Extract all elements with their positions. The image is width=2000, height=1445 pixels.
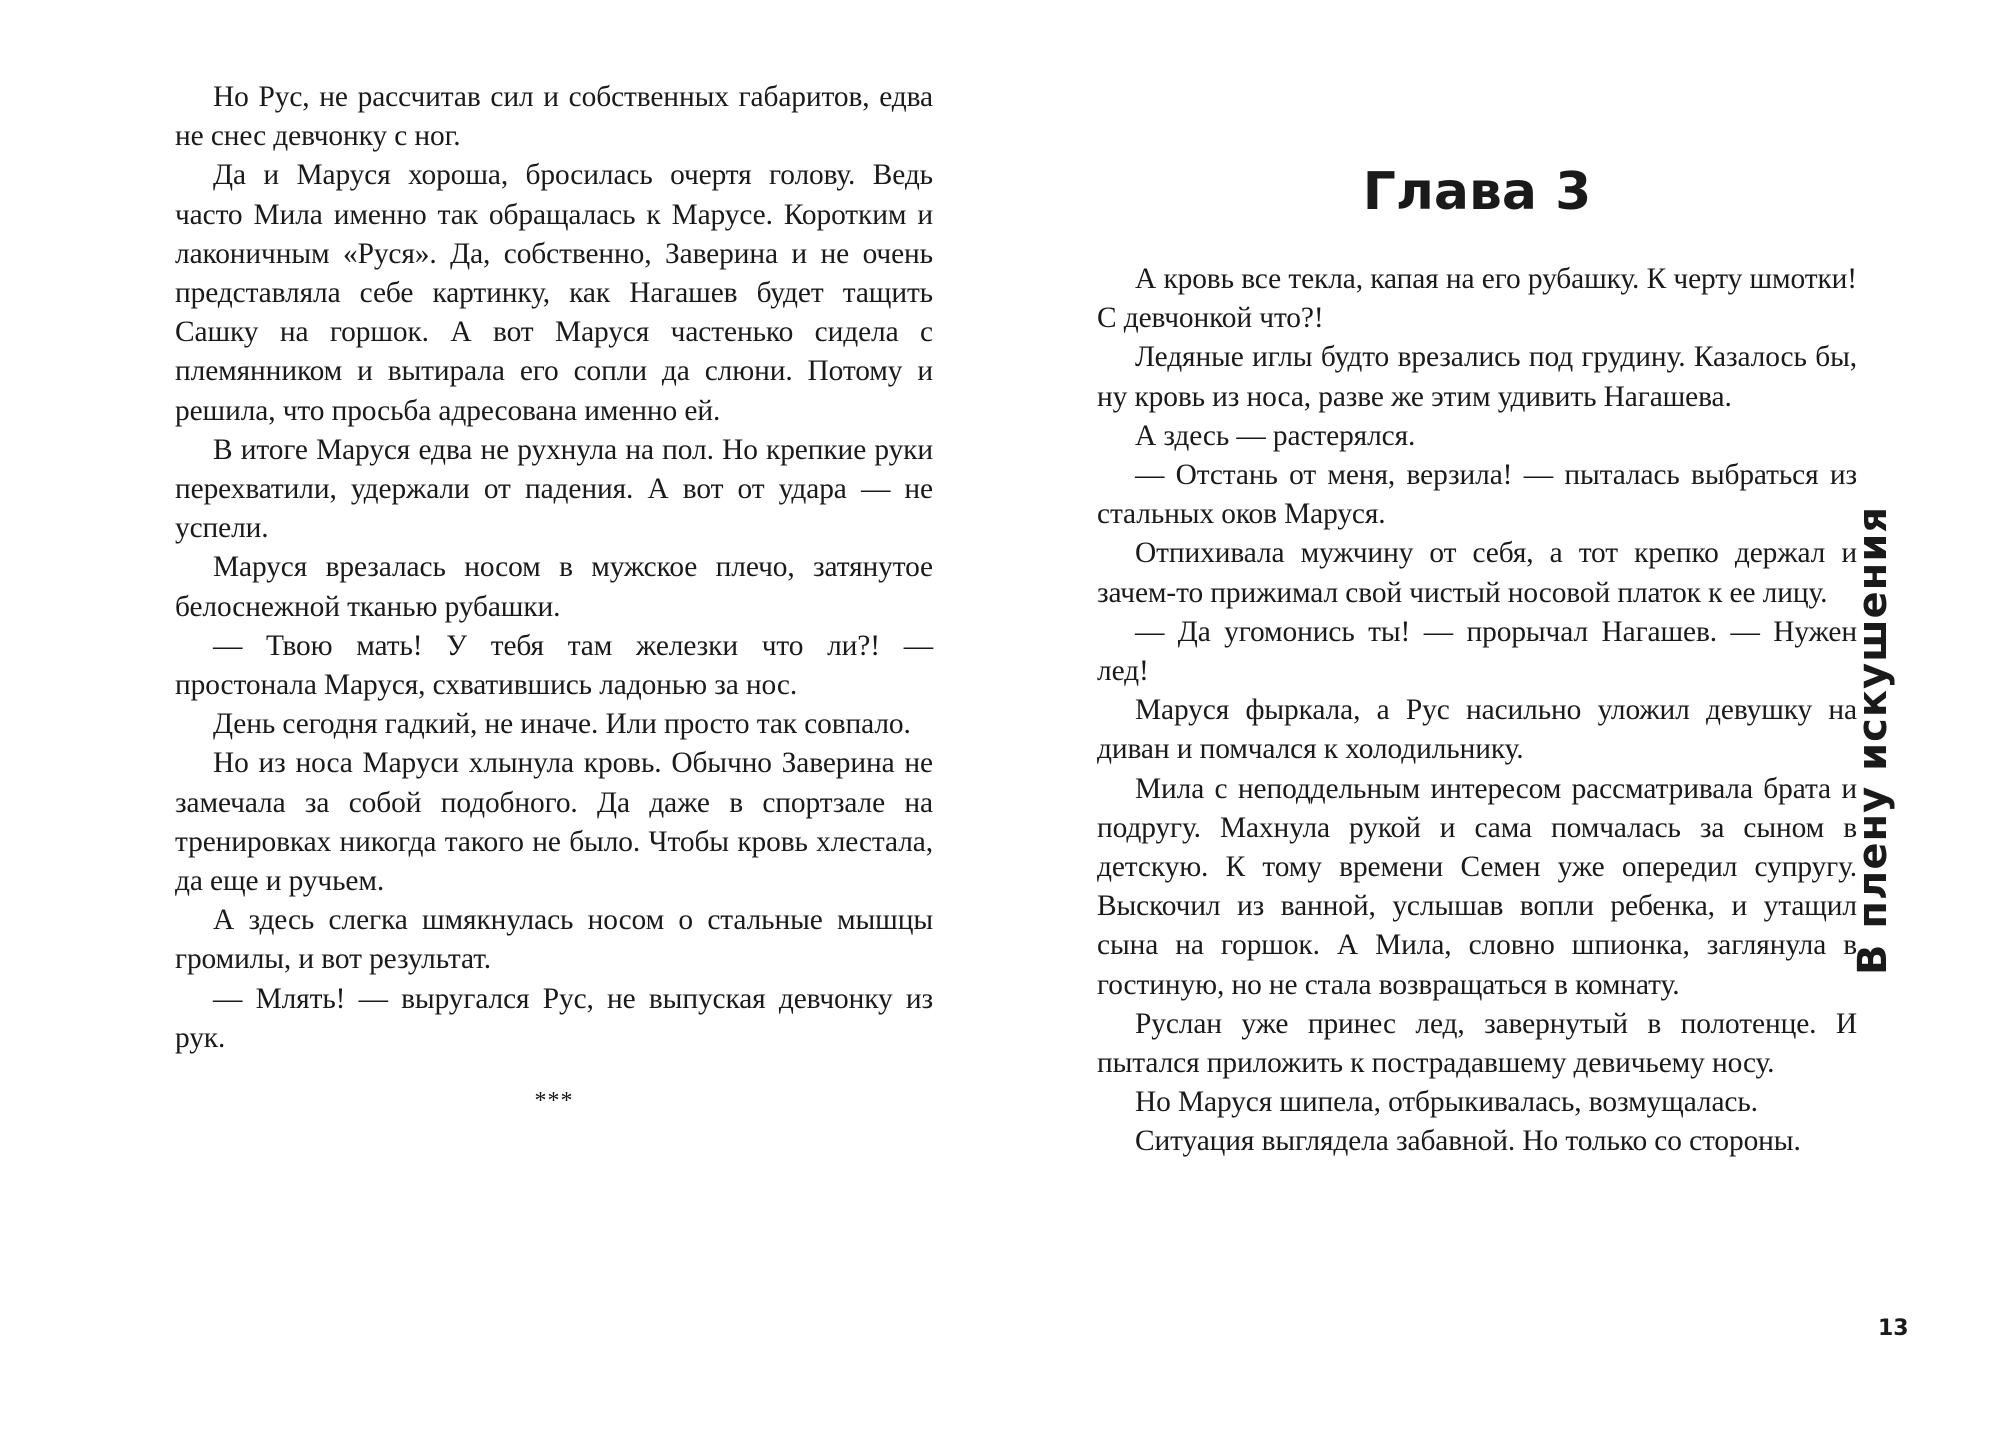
right-text-column [1097, 150, 1857, 1162]
left-text-column [175, 78, 933, 1115]
page-number: 13 [1878, 1316, 1909, 1341]
paragraph: Мила с неподдельным интересом рассматривала брата и подругу. Махнула рукой и сама помчалась за сыном в детскую. К тому времени Семен уже опередил супругу. Выскочил из ванной, услышав вопли ребенка, и утащил сына на горшок. А Мила, словно шпионка, заглянула в гостиную, но не стала возвращаться в комнату. [1097, 772, 1857, 1001]
paragraph: — Твою мать! У тебя там железки что ли?! — простонала Маруся, схватившись ладонью за нос. [175, 629, 933, 702]
chapter-title: Глава 3 [1362, 162, 1592, 222]
paragraph: День сегодня гадкий, не иначе. Или просто так совпало. [213, 708, 911, 741]
paragraph: Руслан уже принес лед, завернутый в полотенце. И пытался приложить к пострадавшему девичьему носу. [1097, 1007, 1857, 1080]
paragraph: В итоге Маруся едва не рухнула на пол. Но крепкие руки перехватили, удержали от падения. А вот от удара — не успели. [175, 433, 933, 545]
paragraph: Ледяные иглы будто врезались под грудину. Казалось бы, ну кровь из носа, разве же этим удивить Нагашева. [1097, 341, 1857, 413]
scene-separator: *** [534, 1088, 574, 1115]
paragraph: Но Рус, не рассчитав сил и собственных габаритов, едва не снес девчонку с ног. [175, 81, 933, 153]
paragraph: Ситуация выглядела забавной. Но только со стороны. [1135, 1125, 1801, 1158]
paragraph: А кровь все текла, капая на его рубашку. К черту шмотки! С девчонкой что?! [1097, 263, 1857, 335]
paragraph: Маруся фыркала, а Рус насильно уложил девушку на диван и помчался к холодильнику. [1097, 694, 1857, 766]
paragraph: — Да угомонись ты! — прорычал Нагашев. — Нужен лед! [1097, 615, 1857, 688]
paragraph: — Млять! — выругался Рус, не выпуская девчонку из рук. [175, 982, 933, 1054]
paragraph: Но Маруся шипела, отбрыкивалась, возмущалась. [1135, 1086, 1758, 1119]
running-head-book-title: В плену искушения [1850, 505, 1896, 975]
paragraph: — Отстань от меня, верзила! — пыталась выбраться из стальных оков Маруся. [1097, 459, 1857, 531]
paragraph: Но из носа Маруси хлынула кровь. Обычно Заверина не замечала за собой подобного. Да даже в спортзале на тренировках никогда такого не было. Чтобы кровь хлестала, да еще и ручьем. [175, 747, 933, 898]
paragraph: Да и Маруся хороша, бросилась очертя голову. Ведь часто Мила именно так обращалась к Марусе. Коротким и лаконичным «Руся». Да, собственно, Заверина и не очень представляла себе картинку, как Нагашев будет тащить Сашку на горшок. А вот Маруся частенько сидела с племянником и вытирала его сопли да слюни. Потому и решила, что просьба адресована именно ей. [175, 159, 933, 427]
paragraph: Маруся врезалась носом в мужское плечо, затянутое белоснежной тканью рубашки. [175, 551, 933, 623]
paragraph: Отпихивала мужчину от себя, а тот крепко держал и зачем-то прижимал свой чистый носовой платок к ее лицу. [1097, 537, 1857, 609]
paragraph: А здесь — растерялся. [1135, 419, 1416, 452]
paragraph: А здесь слегка шмякнулась носом о стальные мышцы громилы, и вот результат. [175, 904, 933, 976]
